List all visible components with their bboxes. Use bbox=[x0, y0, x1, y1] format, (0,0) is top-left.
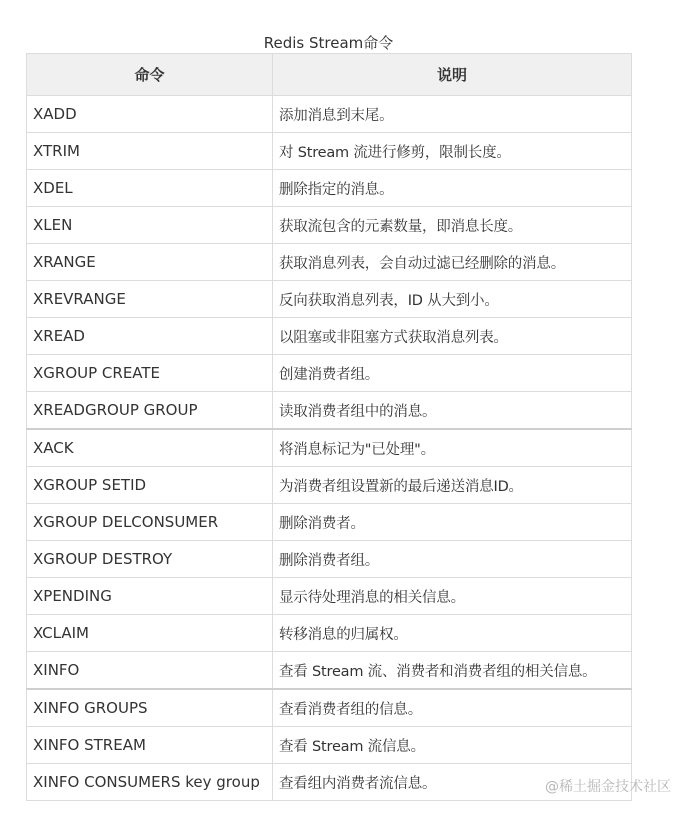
table-row bbox=[27, 652, 632, 690]
command-cell: XRANGE bbox=[27, 244, 273, 281]
table-row bbox=[27, 541, 632, 578]
command-cell: XGROUP DELCONSUMER bbox=[27, 504, 273, 541]
column-header-description: 说明 bbox=[273, 54, 632, 96]
command-cell: XREADGROUP GROUP bbox=[27, 392, 273, 430]
description-cell: 对 Stream 流进行修剪，限制长度。 bbox=[273, 133, 632, 170]
watermark: @稀土掘金技术社区 bbox=[545, 779, 671, 795]
command-cell: XINFO STREAM bbox=[27, 727, 273, 764]
description-cell: 反向获取消息列表，ID 从大到小。 bbox=[273, 281, 632, 318]
column-header-command: 命令 bbox=[27, 54, 273, 96]
table-header-row bbox=[27, 54, 632, 96]
table-row bbox=[27, 578, 632, 615]
command-cell: XREAD bbox=[27, 318, 273, 355]
description-cell: 添加消息到末尾。 bbox=[273, 96, 632, 133]
description-cell: 读取消费者组中的消息。 bbox=[273, 392, 632, 430]
command-cell: XGROUP DESTROY bbox=[27, 541, 273, 578]
table-row bbox=[27, 355, 632, 392]
table-row bbox=[27, 170, 632, 207]
command-cell: XGROUP SETID bbox=[27, 467, 273, 504]
table-row bbox=[27, 764, 632, 801]
description-cell: 为消费者组设置新的最后递送消息ID。 bbox=[273, 467, 632, 504]
table-row bbox=[27, 96, 632, 133]
description-cell: 将消息标记为"已处理"。 bbox=[273, 429, 632, 467]
description-cell: 查看组内消费者流信息。 bbox=[273, 764, 632, 801]
table-row bbox=[27, 727, 632, 764]
command-cell: XDEL bbox=[27, 170, 273, 207]
description-cell: 获取消息列表，会自动过滤已经删除的消息。 bbox=[273, 244, 632, 281]
command-cell: XLEN bbox=[27, 207, 273, 244]
table-row bbox=[27, 392, 632, 430]
description-cell: 转移消息的归属权。 bbox=[273, 615, 632, 652]
table-row bbox=[27, 615, 632, 652]
description-cell: 创建消费者组。 bbox=[273, 355, 632, 392]
description-cell: 查看 Stream 流、消费者和消费者组的相关信息。 bbox=[273, 652, 632, 690]
table-row bbox=[27, 133, 632, 170]
table-row bbox=[27, 504, 632, 541]
command-cell: XACK bbox=[27, 429, 273, 467]
description-cell: 删除消费者组。 bbox=[273, 541, 632, 578]
description-cell: 删除指定的消息。 bbox=[273, 170, 632, 207]
table-row bbox=[27, 281, 632, 318]
table-row bbox=[27, 207, 632, 244]
description-cell: 显示待处理消息的相关信息。 bbox=[273, 578, 632, 615]
description-cell: 获取流包含的元素数量，即消息长度。 bbox=[273, 207, 632, 244]
table-row bbox=[27, 429, 632, 467]
table-row bbox=[27, 689, 632, 727]
table-row bbox=[27, 467, 632, 504]
command-cell: XCLAIM bbox=[27, 615, 273, 652]
redis-stream-command-table bbox=[26, 53, 632, 801]
command-cell: XGROUP CREATE bbox=[27, 355, 273, 392]
table-row bbox=[27, 318, 632, 355]
command-cell: XINFO GROUPS bbox=[27, 689, 273, 727]
command-cell: XINFO bbox=[27, 652, 273, 690]
command-cell: XTRIM bbox=[27, 133, 273, 170]
table-caption: Redis Stream命令 bbox=[263, 34, 394, 52]
command-cell: XPENDING bbox=[27, 578, 273, 615]
description-cell: 查看消费者组的信息。 bbox=[273, 689, 632, 727]
description-cell: 以阻塞或非阻塞方式获取消息列表。 bbox=[273, 318, 632, 355]
table-row bbox=[27, 244, 632, 281]
command-cell: XREVRANGE bbox=[27, 281, 273, 318]
description-cell: 删除消费者。 bbox=[273, 504, 632, 541]
command-cell: XADD bbox=[27, 96, 273, 133]
command-cell: XINFO CONSUMERS key group bbox=[27, 764, 273, 801]
description-cell: 查看 Stream 流信息。 bbox=[273, 727, 632, 764]
